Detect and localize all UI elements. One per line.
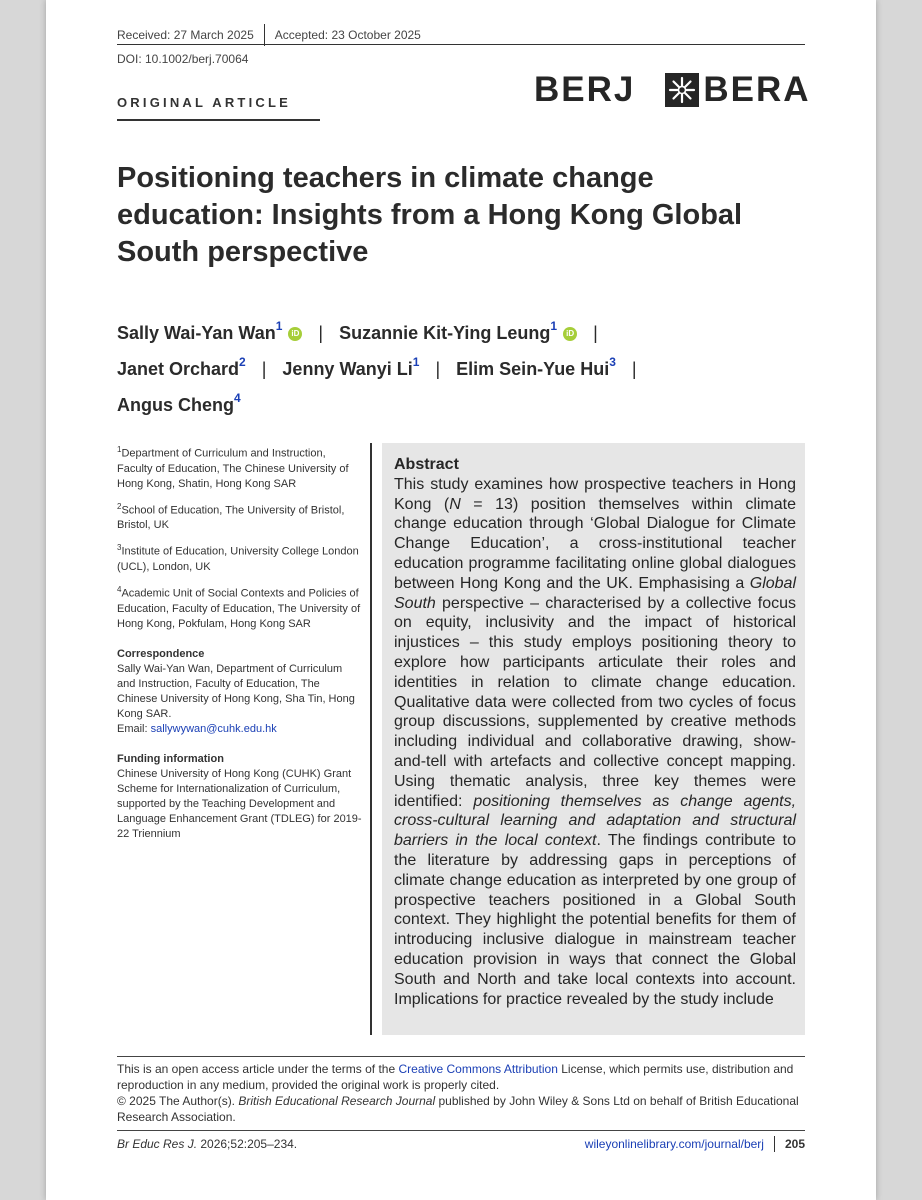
doi[interactable]: DOI: 10.1002/berj.70064 — [117, 52, 249, 66]
bera-logo: BERA — [703, 70, 811, 109]
license-text: This is an open access article under the terms of the Creative Commons Attribution License, which permits use, distribution and reproduction in any medium, provided the original work is properly cited. — [117, 1062, 794, 1092]
article-type: ORIGINAL ARTICLE — [117, 95, 291, 110]
citation: Br Educ Res J. 2026;52:205–234. — [117, 1137, 298, 1151]
author-list: Sally Wai-Yan Wan$^1$iD | Suzannie Kit-Ying Leung$^1$iD | Janet Orchard$^2$ | Jenny Wanyi Li$^1$ | Elim Sein-Yue Hui$^3$ | Angus Cheng$^4$ — [117, 319, 637, 415]
author-name[interactable]: Elim Sein-Yue Hui$^3$ — [456, 355, 616, 379]
affiliation: $^4$Academic Unit of Social Contexts and Policies of Education, Faculty of Education, The University of Hong Kong, Pokfulam, Hong Kong SAR — [117, 584, 361, 630]
abstract-body: This study examines how prospective teachers in Hong Kong (N = 13) position themselves within climate change education through ‘Global Dialogue for Climate Change Education’, a cross-institutional teacher education programme facilitating online global dialogues between Hong Kong and the UK. Emphasising a Global South perspective – characterised by a collective focus on equity, inclusivity and the impact of historical injustices – this study employs positioning theory to explore how participants articulate their roles and identities in relation to climate change education. Qualitative data were collected from two cycles of focus group discussions, supplemented by creative methods including individual and collaborative drawing, show-and-tell with artefacts and collective concept mapping. Using thematic analysis, three key themes were identified: positioning themselves as change agents, cross-cultural learning and adaptation and structural barriers in the local context. The findings contribute to the literature by addressing gaps in perceptions of climate change education as interpreted by one group of prospective teachers positioned in a Global South context. They highlight the potential benefits for them of introducing inclusive dialogue in mainstream teacher education provision in ways that connect the Global South and North and take local contexts into account. Implications for practice revealed by the study include — [394, 475, 797, 1008]
author-name[interactable]: Suzannie Kit-Ying Leung$^1$ — [339, 319, 558, 343]
journal-branding — [534, 70, 811, 110]
cc-license-link[interactable]: Creative Commons Attribution — [398, 1062, 558, 1076]
footer-separator — [774, 1136, 775, 1152]
article-title: Positioning teachers in climate change education: Insights from a Hong Kong Global South perspective — [117, 162, 743, 268]
journal-url-link[interactable]: wileyonlinelibrary.com/journal/berj — [584, 1137, 764, 1151]
correspondence-heading: Correspondence — [117, 647, 205, 660]
footer-rule — [117, 1056, 805, 1057]
abstract-heading: Abstract — [394, 456, 459, 473]
orcid-icon[interactable]: iD — [563, 327, 577, 341]
berj-logo: BERJ — [534, 70, 636, 109]
author-name[interactable]: Sally Wai-Yan Wan$^1$ — [117, 319, 283, 343]
article-type-rule — [117, 119, 320, 121]
affiliation: $^2$School of Education, The University of Bristol, Bristol, UK — [117, 501, 345, 532]
author-name[interactable]: Jenny Wanyi Li$^1$ — [282, 355, 420, 379]
author-name[interactable]: Angus Cheng$^4$ — [117, 391, 241, 415]
header-rule — [117, 44, 805, 45]
affiliation: $^3$Institute of Education, University College London (UCL), London, UK — [117, 543, 359, 573]
sidebar-info — [117, 442, 362, 842]
bottom-rule — [117, 1130, 805, 1131]
abstract — [394, 455, 796, 1009]
email-link[interactable]: sallywywan@cuhk.edu.hk — [150, 722, 277, 735]
author-name[interactable]: Janet Orchard$^2$ — [117, 355, 246, 379]
abstract-rule — [370, 443, 372, 1035]
page-footer — [117, 1136, 805, 1152]
date-line — [117, 24, 421, 46]
accepted-date: Accepted: 23 October 2025 — [274, 28, 421, 42]
date-separator — [264, 24, 265, 46]
bera-snowflake-icon — [665, 73, 699, 107]
affiliation: $^1$Department of Curriculum and Instruction, Faculty of Education, The Chinese University of Hong Kong, Shatin, Hong Kong SAR — [117, 445, 349, 490]
abstract-box — [370, 443, 805, 1035]
orcid-icon[interactable]: iD — [288, 327, 302, 341]
received-date: Received: 27 March 2025 — [117, 28, 254, 42]
funding-heading: Funding information — [117, 752, 224, 765]
copyright-text: © 2025 The Author(s). British Educational Research Journal published by John Wiley & Sons Ltd on behalf of British Educational Research Association. — [117, 1094, 799, 1124]
funding-text: Chinese University of Hong Kong (CUHK) Grant Scheme for Internationalization of Curriculum, supported by the Teaching Development and Language Enhancement Grant (TDLEG) for 2019-22 Triennium — [117, 767, 362, 840]
page-number: 205 — [784, 1137, 805, 1151]
correspondence-text: Sally Wai-Yan Wan, Department of Curriculum and Instruction, Faculty of Education, The Chinese University of Hong Kong, Sha Tin, Hong Kong SAR. Email: sallywywan@cuhk.edu.hk — [117, 662, 355, 735]
license-notice — [117, 1061, 807, 1125]
